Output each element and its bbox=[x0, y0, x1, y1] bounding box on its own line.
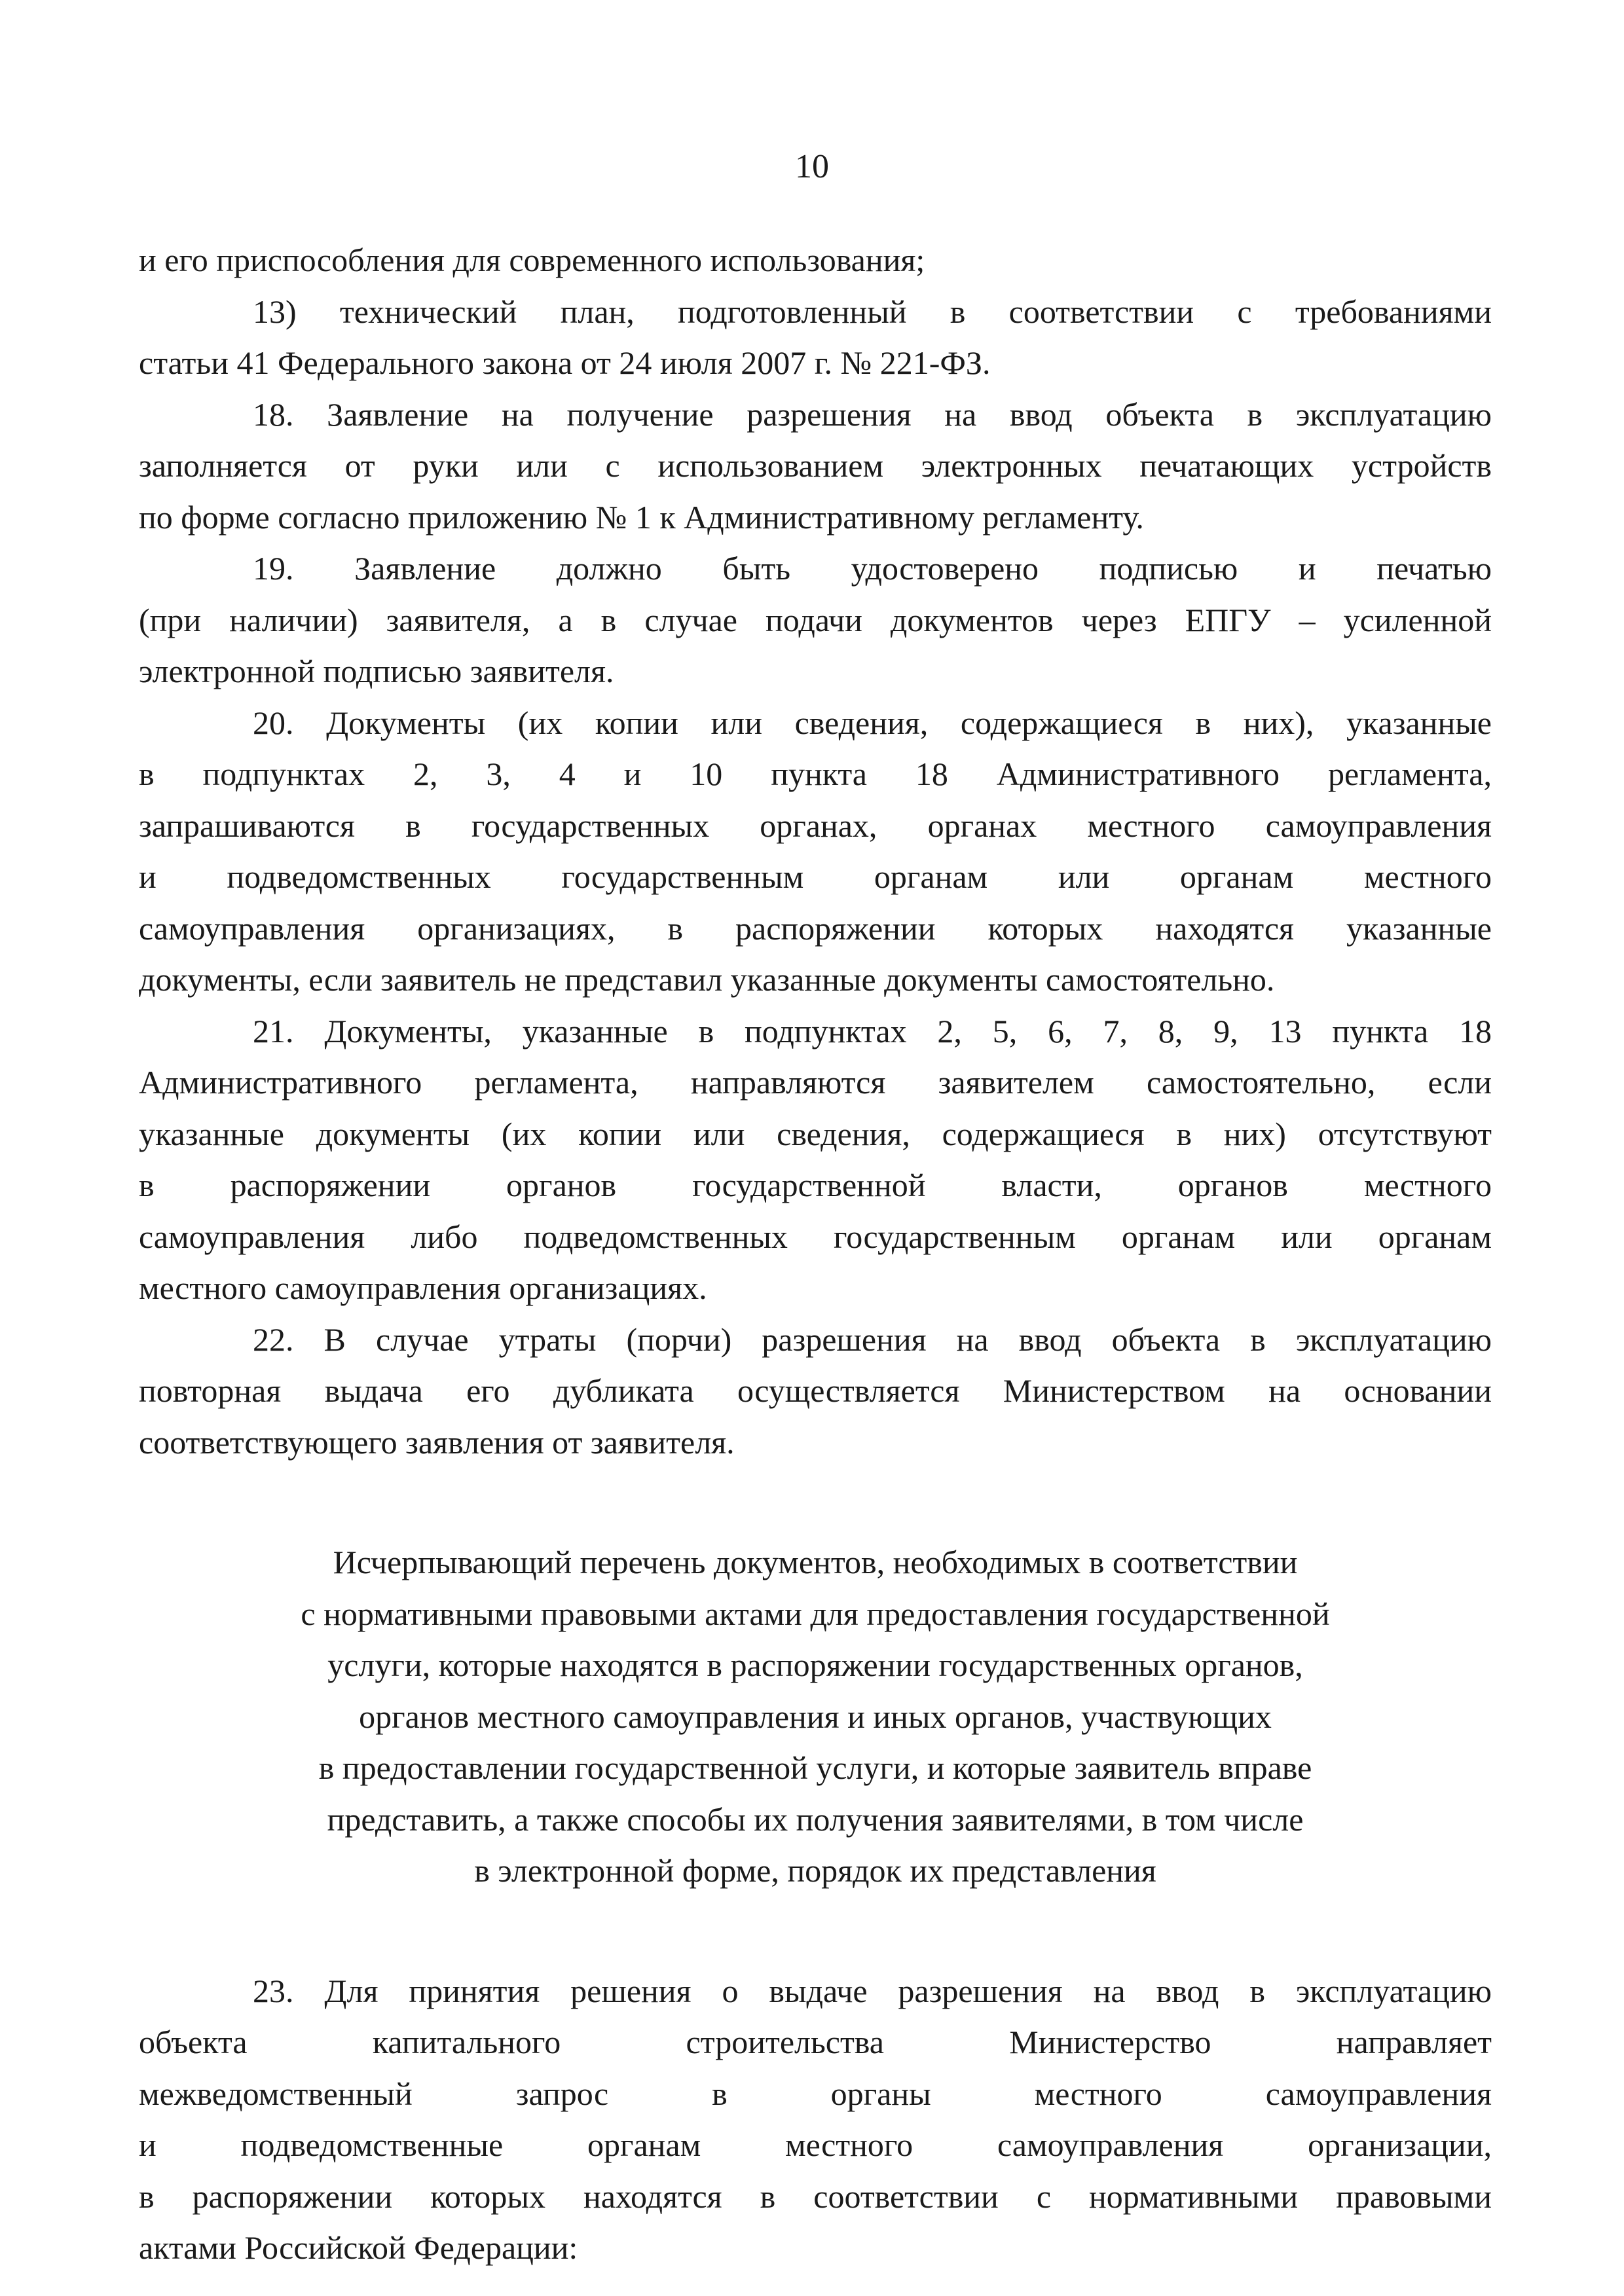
text-line: актами Российской Федерации: bbox=[139, 2229, 578, 2266]
paragraph-18 bbox=[139, 389, 1492, 543]
text-line: 22. В случае утраты (порчи) разрешения на ввод объекта в эксплуатацию bbox=[253, 1321, 1492, 1358]
text-line: запрашиваются в государственных органах, органах местного самоуправления bbox=[139, 807, 1492, 844]
paragraph-13 bbox=[139, 286, 1492, 389]
text-line: самоуправления либо подведомственных государственным органам или органам bbox=[139, 1218, 1492, 1255]
text-line: и подведомственные органам местного самоуправления организации, bbox=[139, 2126, 1492, 2163]
text-line: в распоряжении органов государственной власти, органов местного bbox=[139, 1167, 1492, 1203]
text-line: местного самоуправления организациях. bbox=[139, 1269, 707, 1306]
text-line: межведомственный запрос в органы местного самоуправления bbox=[139, 2075, 1492, 2112]
heading-line: представить, а также способы их получения заявителями, в том числе bbox=[327, 1800, 1304, 1838]
text-line: объекта капитального строительства Министерство направляет bbox=[139, 2024, 1492, 2060]
text-line: по форме согласно приложению № 1 к Административному регламенту. bbox=[139, 498, 1144, 536]
text-line: и подведомственных государственным органам или органам местного bbox=[139, 858, 1492, 895]
section-heading bbox=[139, 1537, 1492, 1897]
text-line: заполняется от руки или с использованием электронных печатающих устройств bbox=[139, 447, 1492, 484]
text-line: 18. Заявление на получение разрешения на ввод объекта в эксплуатацию bbox=[253, 395, 1492, 433]
text-line: указанные документы (их копии или сведения, содержащиеся в них) отсутствуют bbox=[139, 1115, 1492, 1152]
text-line: 20. Документы (их копии или сведения, содержащиеся в них), указанные bbox=[253, 704, 1492, 741]
heading-line: с нормативными правовыми актами для предоставления государственной bbox=[301, 1595, 1330, 1632]
document-body bbox=[139, 234, 1492, 2274]
paragraph-continuation bbox=[139, 234, 1492, 286]
text-line: в распоряжении которых находятся в соответствии с нормативными правовыми bbox=[139, 2178, 1492, 2215]
text-line: в подпунктах 2, 3, 4 и 10 пункта 18 Административного регламента, bbox=[139, 756, 1492, 792]
text-line: повторная выдача его дубликата осуществляется Министерством на основании bbox=[139, 1372, 1492, 1409]
text-line: 23. Для принятия решения о выдаче разрешения на ввод в эксплуатацию bbox=[253, 1972, 1492, 2009]
text-line: 13) технический план, подготовленный в соответствии с требованиями bbox=[253, 293, 1492, 330]
text-line: и его приспособления для современного использования; bbox=[139, 242, 925, 278]
paragraph-22 bbox=[139, 1314, 1492, 1468]
page-number: 10 bbox=[795, 148, 829, 185]
text-line: статьи 41 Федерального закона от 24 июля 2007 г. № 221-ФЗ. bbox=[139, 344, 991, 381]
paragraph-19 bbox=[139, 543, 1492, 697]
text-line: (при наличии) заявителя, а в случае подачи документов через ЕПГУ – усиленной bbox=[139, 601, 1492, 638]
paragraph-23 bbox=[139, 1965, 1492, 2274]
text-line: документы, если заявитель не представил указанные документы самостоятельно. bbox=[139, 961, 1275, 998]
text-line: электронной подписью заявителя. bbox=[139, 653, 614, 689]
text-line: самоуправления организациях, в распоряжении которых находятся указанные bbox=[139, 909, 1492, 947]
text-line: Административного регламента, направляются заявителем самостоятельно, если bbox=[139, 1064, 1492, 1101]
text-line: соответствующего заявления от заявителя. bbox=[139, 1423, 735, 1461]
paragraph-20 bbox=[139, 697, 1492, 1006]
heading-line: услуги, которые находятся в распоряжении государственных органов, bbox=[327, 1647, 1303, 1683]
heading-line: Исчерпывающий перечень документов, необходимых в соответствии bbox=[333, 1544, 1298, 1580]
heading-line: в электронной форме, порядок их представления bbox=[474, 1852, 1156, 1889]
text-line: 19. Заявление должно быть удостоверено подписью и печатью bbox=[253, 550, 1492, 587]
text-line: 21. Документы, указанные в подпунктах 2, 5, 6, 7, 8, 9, 13 пункта 18 bbox=[253, 1012, 1492, 1049]
paragraph-21 bbox=[139, 1006, 1492, 1314]
heading-line: органов местного самоуправления и иных органов, участвующих bbox=[359, 1698, 1272, 1735]
heading-line: в предоставлении государственной услуги, и которые заявитель вправе bbox=[318, 1749, 1312, 1786]
